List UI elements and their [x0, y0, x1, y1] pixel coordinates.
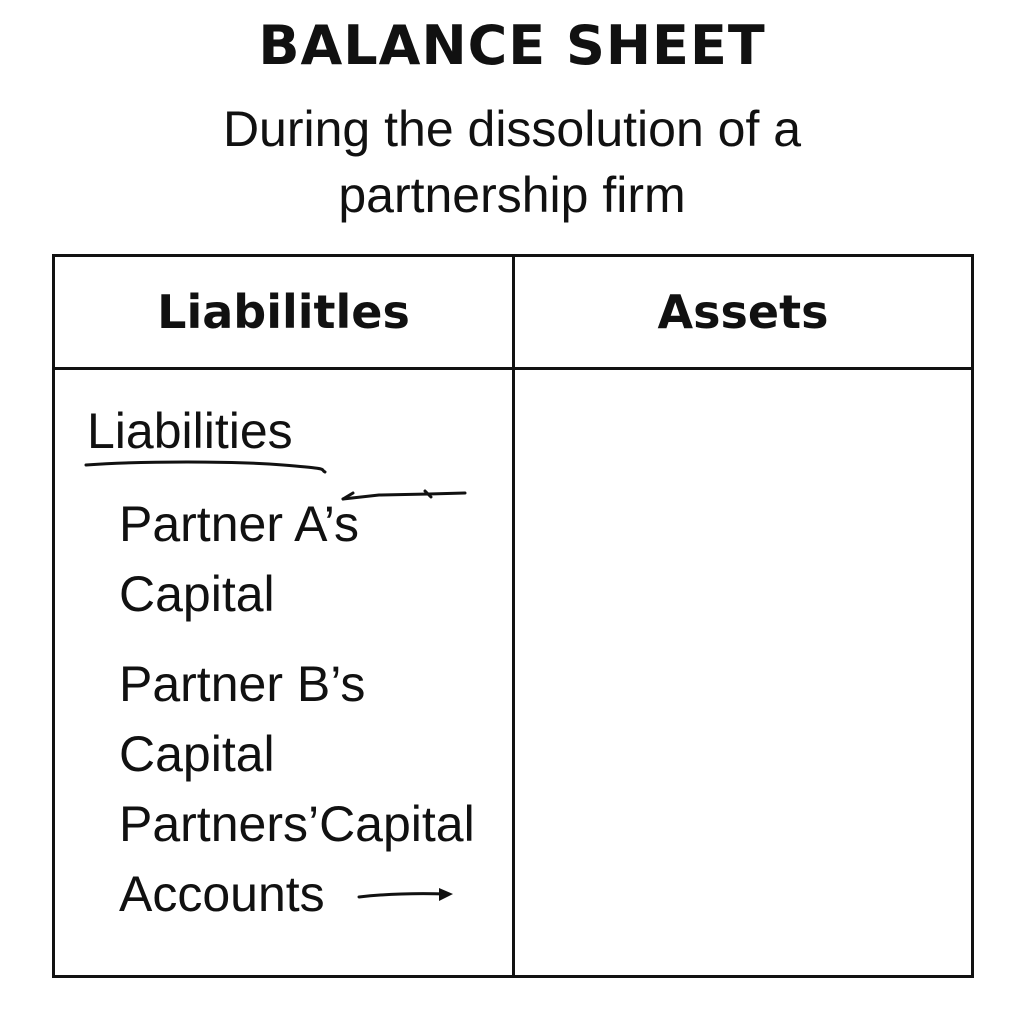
list-item-line: Partner A’s — [119, 496, 359, 552]
list-item-line: Capital — [119, 566, 275, 622]
column-header-assets: Assets — [657, 285, 829, 339]
pen-stroke-arrow-icon — [339, 485, 469, 507]
header-divider — [55, 367, 971, 370]
subtitle-line-1: During the dissolution of a — [222, 101, 802, 157]
section-label-liabilities: Liabilities — [87, 403, 293, 459]
list-item-line: Accounts — [119, 866, 325, 922]
list-item-line: Capital — [119, 726, 275, 782]
list-item-partner-a-capital — [119, 489, 359, 629]
underline-stroke-icon — [83, 455, 329, 479]
column-header-liabilities: Liabilitles — [157, 285, 410, 339]
subtitle-line-2: partnership firm — [338, 167, 686, 223]
list-item-partner-b-capital — [119, 649, 365, 789]
list-item-partners-capital-accounts — [119, 789, 475, 929]
balance-sheet-table — [52, 254, 974, 978]
page-title: BALANCE SHEET — [258, 14, 766, 77]
list-item-line: Partners’Capital — [119, 796, 475, 852]
page-subtitle — [0, 96, 1024, 228]
list-item-line: Partner B’s — [119, 656, 366, 712]
arrow-right-icon — [355, 883, 459, 907]
